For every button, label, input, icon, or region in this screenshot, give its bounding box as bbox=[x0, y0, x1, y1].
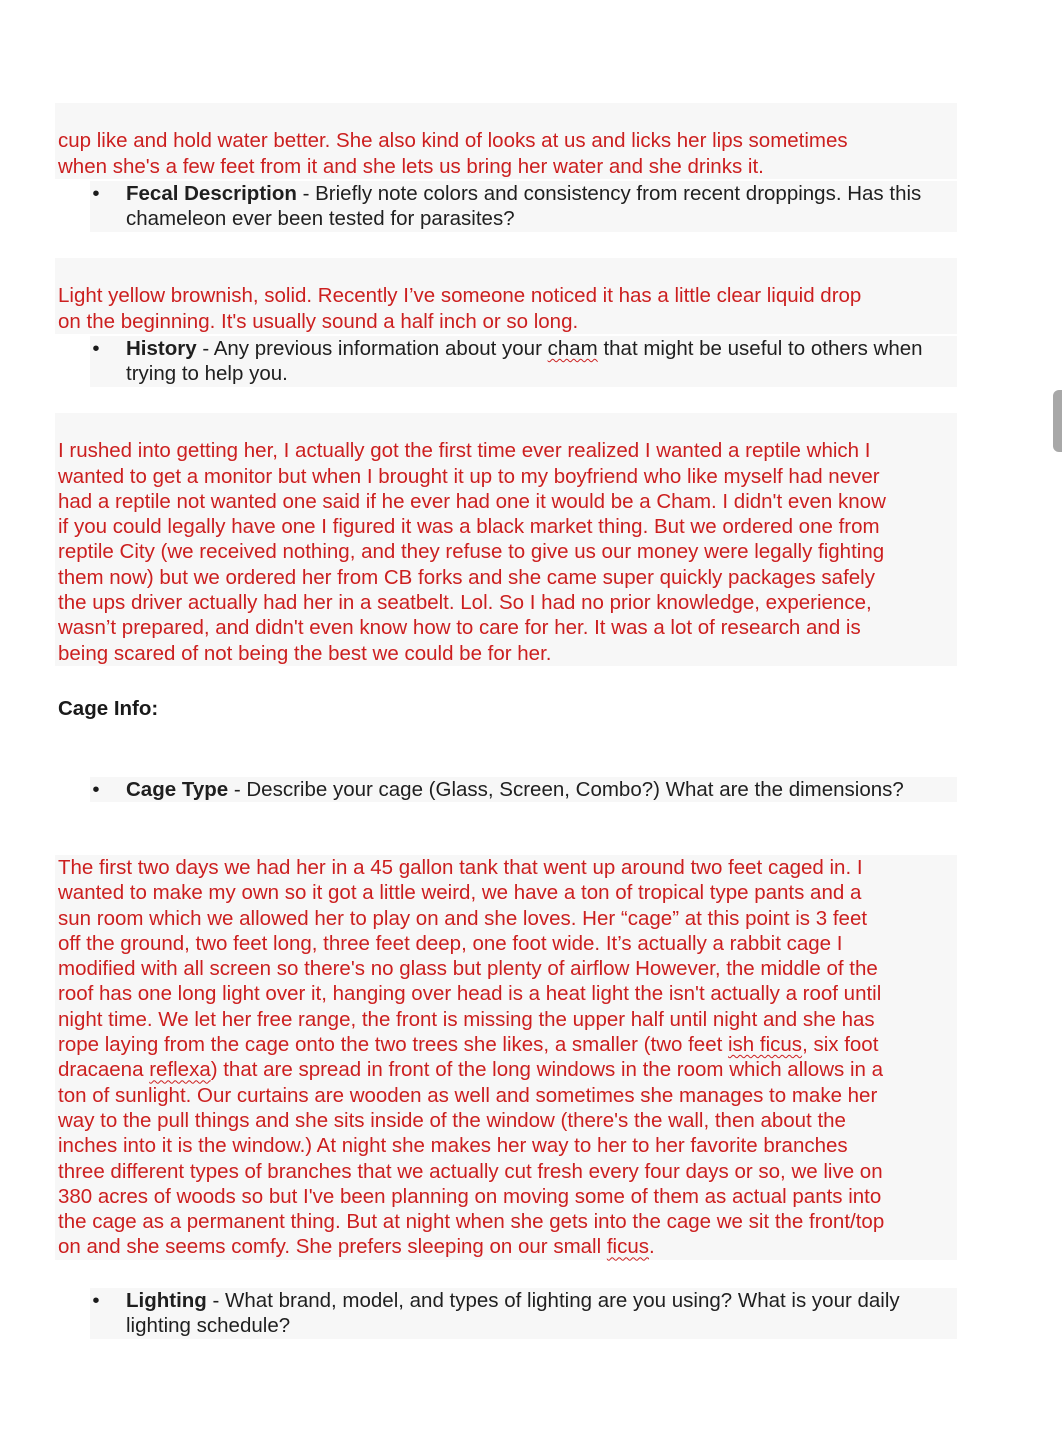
question-title: Fecal Description bbox=[126, 182, 297, 205]
question-text: - Describe your cage (Glass, Screen, Combo?) What are the dimensions? bbox=[228, 778, 904, 801]
answer-fecal-text: Light yellow brownish, solid. Recently I’ve someone noticed it has a little clear liquid drop on the beginning. It's usually sound a half inch or so long. bbox=[58, 284, 862, 333]
misspelled-word: ish ficus bbox=[728, 1033, 803, 1057]
answer-cage-text: . bbox=[649, 1235, 655, 1259]
question-lighting bbox=[90, 1288, 957, 1339]
answer-cage-text: ) that are spread in front of the long windows in the room which allows in a ton of sunlight. Our curtains are wooden as well and sometimes she manages to make her way to the pull things and she sits inside of the window (there's the wall, then about the inches into it is the window.) At night she makes her way to her to her favorite branches three different types of branches that we actually cut fresh every four days or so, we live on 380 acres of woods so but I've been planning on moving some of them as actual pants into the cage as a permanent thing. But at night when she gets into the cage we sit the front/top on and she seems comfy. She prefers sleeping on our small bbox=[58, 1058, 885, 1259]
bullet-icon: • bbox=[92, 1289, 100, 1312]
answer-fecal bbox=[55, 258, 957, 334]
answer-history bbox=[55, 413, 957, 666]
question-fecal-description bbox=[90, 181, 957, 232]
question-title: Lighting bbox=[126, 1289, 207, 1312]
misspelled-word: cham bbox=[547, 337, 598, 360]
answer-cage-text: The first two days we had her in a 45 gallon tank that went up around two feet caged in. I wanted to make my own so it got a little weird, we have a ton of tropical type pants and a sun room which we allowed her to play on and she loves. Her “cage” at this point is 3 feet off the ground, two feet long, three feet deep, one foot wide. It’s actually a rabbit cage I modified with all screen so there's no glass but plenty of airflow However, the middle of the roof has one long light over it, hanging over head is a heat light the isn't actually a roof until night time. We let her free range, the front is missing the upper half until night and she has rope laying from the cage onto the two trees she likes, a smaller (two feet bbox=[58, 856, 882, 1057]
answer-hydration bbox=[55, 103, 957, 179]
section-heading-cage-info: Cage Info: bbox=[58, 697, 159, 720]
question-text-continued: that might be useful to others when trying to help you. bbox=[126, 337, 923, 386]
answer-history-text: I rushed into getting her, I actually got the first time ever realized I wanted a reptile which I wanted to get a monitor but when I brought it up to my boyfriend who like myself had never had a reptile not wanted one said if he ever had one it would be a Cham. I didn't even know if you could legally have one I figured it was a black market thing. But we ordered one from reptile City (we received nothing, and they refuse to give us our money were legally fighting them now) but we ordered her from CB forks and she came super quickly packages safely the ups driver actually had her in a seatbelt. Lol. So I had no prior knowledge, experience, wasn’t prepared, and didn't even know how to care for her. It was a lot of research and is being scared of not being the best we could be for her. bbox=[58, 439, 886, 665]
question-text: - Briefly note colors and consistency from recent droppings. Has this chameleon ever been tested for parasites? bbox=[126, 182, 922, 231]
question-text: - Any previous information about your bbox=[196, 337, 548, 360]
bullet-icon: • bbox=[92, 337, 100, 360]
misspelled-word: reflexa bbox=[149, 1058, 211, 1082]
question-cage-type bbox=[90, 777, 957, 802]
answer-cage-type bbox=[55, 855, 957, 1260]
misspelled-word: ficus bbox=[606, 1235, 650, 1259]
question-history bbox=[90, 336, 957, 387]
question-text: - What brand, model, and types of lighting are you using? What is your daily lighting schedule? bbox=[126, 1289, 900, 1338]
bullet-icon: • bbox=[92, 182, 100, 205]
scroll-handle[interactable] bbox=[1053, 390, 1062, 452]
answer-cage-text: , six foot dracaena bbox=[58, 1033, 879, 1082]
question-title: History bbox=[126, 337, 197, 360]
answer-hydration-text: cup like and hold water better. She also kind of looks at us and licks her lips sometimes when she's a few feet from it and she lets us bring her water and she drinks it. bbox=[58, 129, 848, 178]
bullet-icon: • bbox=[92, 778, 100, 801]
question-title: Cage Type bbox=[126, 778, 229, 801]
